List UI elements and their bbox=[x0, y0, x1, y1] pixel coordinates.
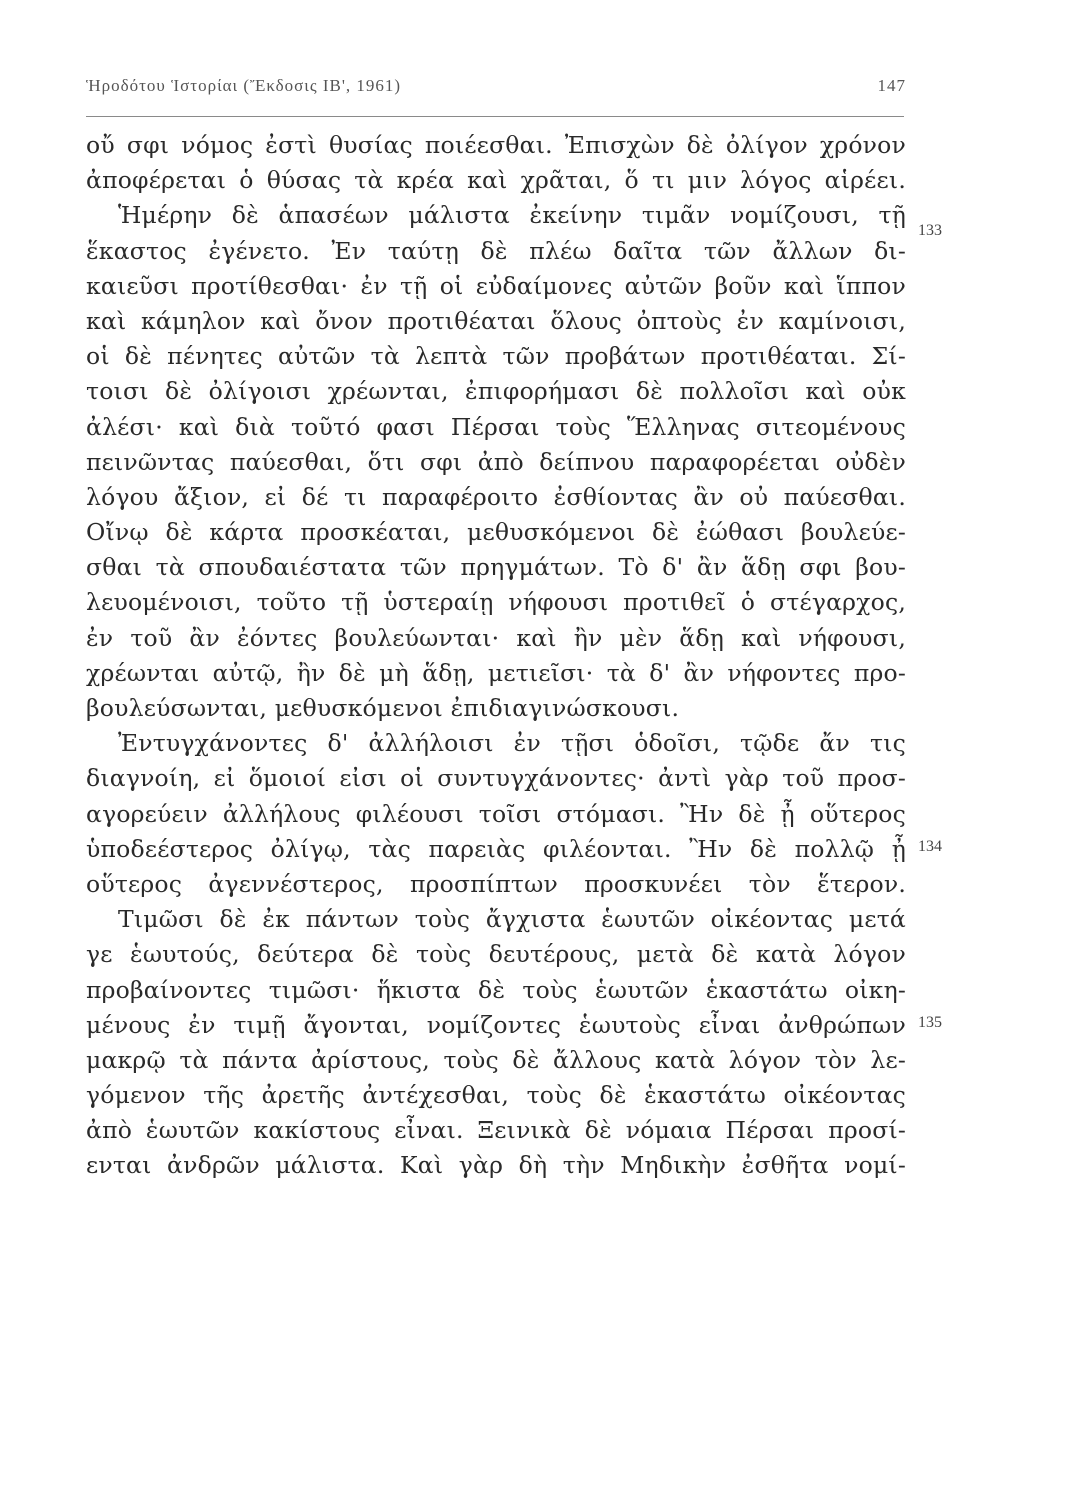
text-line: ἀλέσι· καὶ διὰ τοῦτό φασι Πέρσαι τοὺς Ἕλληνας σιτεομένους bbox=[86, 412, 906, 441]
text-line: καιεῦσι προτίθεσθαι· ἐν τῇ οἱ εὐδαίμονες αὐτῶν βοῦν καὶ ἵππον bbox=[86, 271, 906, 300]
section-number: 135 bbox=[918, 1014, 942, 1031]
text-line: διαγνοίη, εἰ ὅμοιοί εἰσι οἱ συντυγχάνοντες· ἀντὶ γὰρ τοῦ προσ- bbox=[86, 764, 906, 793]
text-line: ὑποδεέστερος ὀλίγῳ, τὰς παρειὰς φιλέονται. Ἢν δὲ πολλῷ ᾖ bbox=[86, 834, 906, 863]
text-line: οὔ σφι νόμος ἐστὶ θυσίας ποιέεσθαι. Ἐπισχὼν δὲ ὀλίγον χρόνον bbox=[86, 131, 906, 159]
section-number: 134 bbox=[918, 838, 942, 855]
page-number: 147 bbox=[877, 76, 906, 95]
text-line: γε ἑωυτούς, δεύτερα δὲ τοὺς δευτέρους, μετὰ δὲ κατὰ λόγον bbox=[86, 940, 906, 969]
text-line: ἐν τοῦ ἂν ἐόντες βουλεύωνται· καὶ ἢν μὲν ἅδῃ καὶ νήφουσι, bbox=[86, 623, 906, 652]
text-line: Τιμῶσι δὲ ἐκ πάντων τοὺς ἄγχιστα ἑωυτῶν οἰκέοντας μετά bbox=[118, 905, 906, 934]
text-line: ἀποφέρεται ὁ θύσας τὰ κρέα καὶ χρᾶται, ὅ τι μιν λόγος αἱρέει. bbox=[86, 166, 906, 195]
text-line: μακρῷ τὰ πάντα ἀρίστους, τοὺς δὲ ἄλλους κατὰ λόγον τὸν λε- bbox=[86, 1045, 906, 1074]
text-line: τοισι δὲ ὀλίγοισι χρέωνται, ἐπιφορήμασι δὲ πολλοῖσι καὶ οὐκ bbox=[86, 377, 906, 406]
text-line: προβαίνοντες τιμῶσι· ἥκιστα δὲ τοὺς ἑωυτῶν ἑκαστάτω οἰκη- bbox=[86, 975, 906, 1004]
text-line: ἀπὸ ἑωυτῶν κακίστους εἶναι. Ξεινικὰ δὲ νόμαια Πέρσαι προσί- bbox=[86, 1116, 906, 1145]
text-line: αγορεύειν ἀλλήλους φιλέουσι τοῖσι στόμασι. Ἢν δὲ ᾖ οὕτερος bbox=[86, 799, 906, 828]
running-head bbox=[86, 76, 906, 106]
text-line: ενται ἀνδρῶν μάλιστα. Καὶ γὰρ δὴ τὴν Μηδικὴν ἐσθῆτα νομί- bbox=[86, 1151, 906, 1180]
text-line: οὕτερος ἀγεννέστερος, προσπίπτων προσκυνέει τὸν ἕτερον. bbox=[86, 869, 906, 898]
text-line: βουλεύσωνται, μεθυσκόμενοι ἐπιδιαγινώσκουσι. bbox=[86, 694, 680, 722]
text-line: σθαι τὰ σπουδαιέστατα τῶν πρηγμάτων. Τὸ δ' ἂν ἅδῃ σφι βου- bbox=[86, 553, 906, 582]
text-line: καὶ κάμηλον καὶ ὄνον προτιθέαται ὅλους ὀπτοὺς ἐν καμίνοισι, bbox=[86, 306, 906, 335]
text-line: οἱ δὲ πένητες αὐτῶν τὰ λεπτὰ τῶν προβάτων προτιθέαται. Σί- bbox=[86, 342, 906, 371]
text-line: Ἐντυγχάνοντες δ' ἀλλήλοισι ἐν τῇσι ὁδοῖσι, τῷδε ἄν τις bbox=[118, 729, 906, 758]
text-line: γόμενον τῆς ἀρετῆς ἀντέχεσθαι, τοὺς δὲ ἑκαστάτω οἰκέοντας bbox=[86, 1081, 906, 1110]
text-line: Οἴνῳ δὲ κάρτα προσκέαται, μεθυσκόμενοι δὲ ἐώθασι βουλεύε- bbox=[86, 518, 906, 547]
text-line: λευομένοισι, τοῦτο τῇ ὑστεραίῃ νήφουσι προτιθεῖ ὁ στέγαρχος, bbox=[86, 588, 906, 617]
running-title: Ἡροδότου Ἱστορίαι (Ἔκδοσις ΙΒ', 1961) bbox=[86, 76, 402, 95]
text-line: μένους ἐν τιμῇ ἄγονται, νομίζοντες ἑωυτοὺς εἶναι ἀνθρώπων bbox=[86, 1010, 906, 1039]
section-number: 133 bbox=[918, 222, 942, 239]
body-text bbox=[86, 128, 906, 1184]
text-line: λόγου ἄξιον, εἰ δέ τι παραφέροιτο ἐσθίοντας ἂν οὐ παύεσθαι. bbox=[86, 482, 906, 511]
text-line: χρέωνται αὐτῷ, ἢν δὲ μὴ ἅδῃ, μετιεῖσι· τὰ δ' ἂν νήφοντες προ- bbox=[86, 658, 906, 687]
header-rule bbox=[86, 116, 904, 117]
text-line: πεινῶντας παύεσθαι, ὅτι σφι ἀπὸ δείπνου παραφορέεται οὐδὲν bbox=[86, 447, 906, 476]
text-line: ἕκαστος ἐγένετο. Ἐν ταύτῃ δὲ πλέω δαῖτα τῶν ἄλλων δι- bbox=[86, 236, 906, 265]
text-line: Ἡμέρην δὲ ἁπασέων μάλιστα ἐκείνην τιμᾶν νομίζουσι, τῇ bbox=[118, 201, 906, 230]
